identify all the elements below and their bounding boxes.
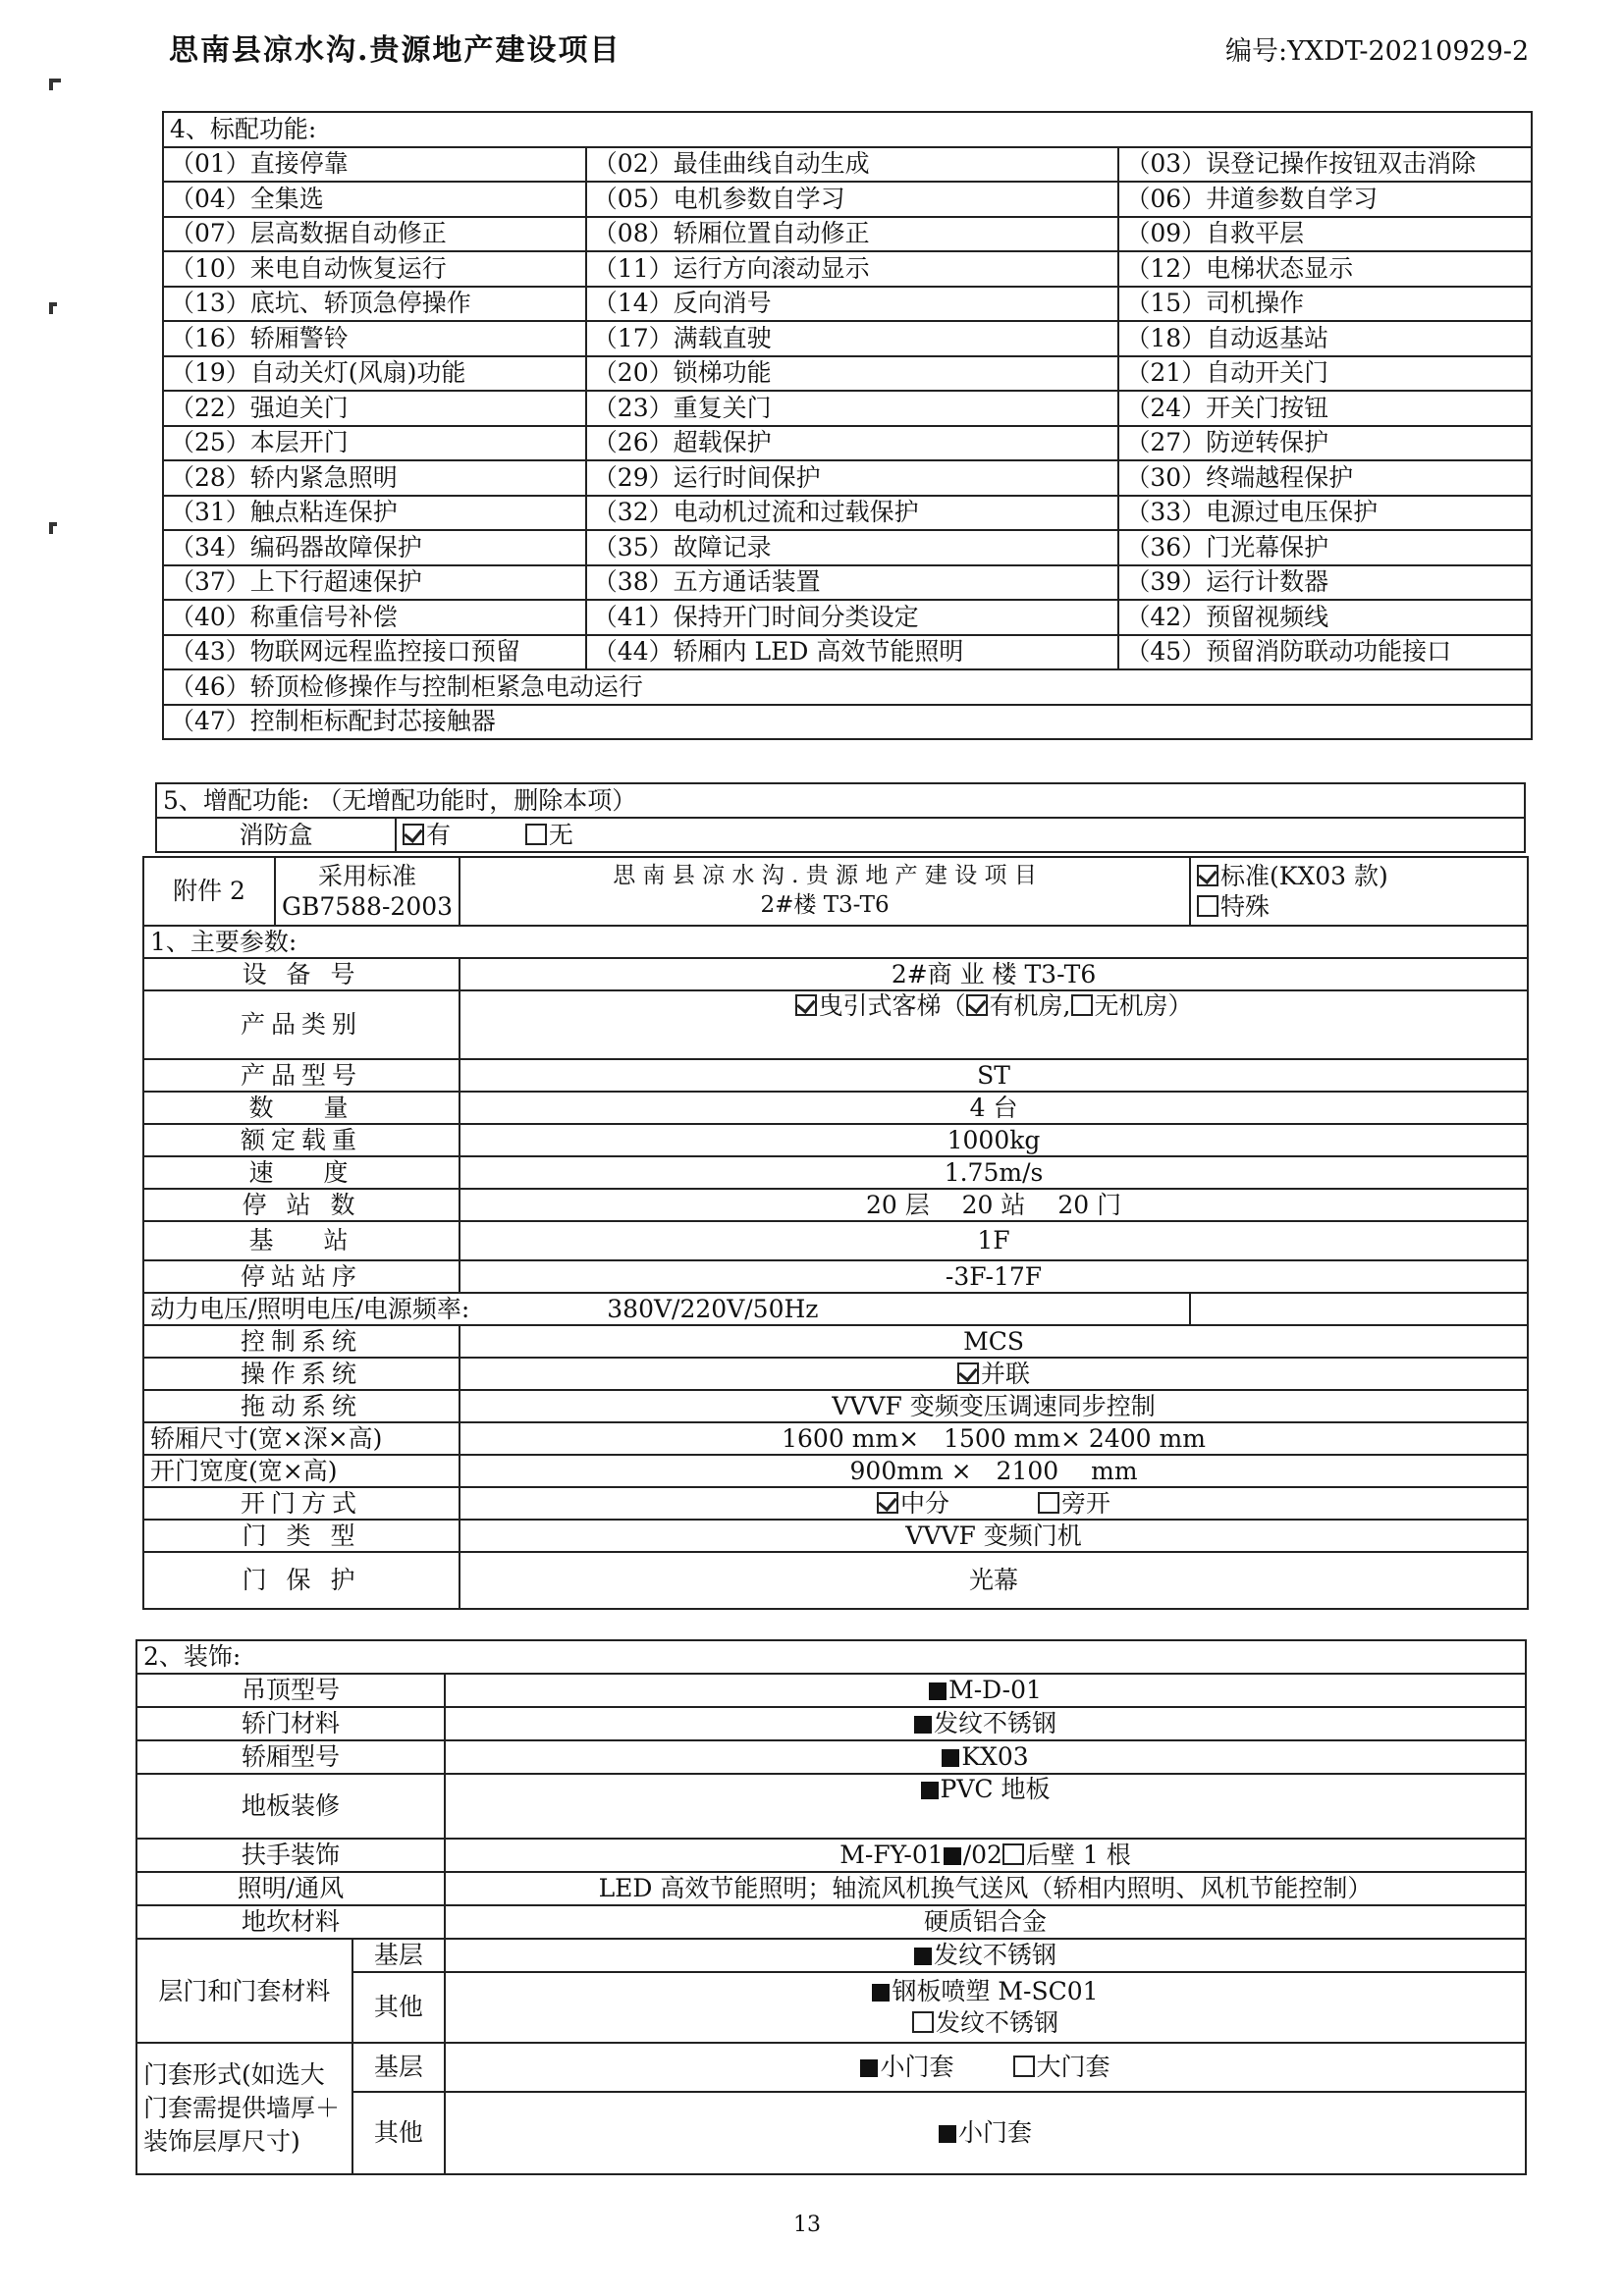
function-item: （17）满载直驶 <box>586 321 1119 356</box>
power-value: 380V/220V/50Hz <box>607 1294 819 1323</box>
decor-text: 发纹不锈钢 <box>935 2008 1058 2037</box>
section-title: 2、装饰: <box>136 1640 1526 1674</box>
function-item: （23）重复关门 <box>586 391 1119 426</box>
function-item: （05）电机参数自学习 <box>586 182 1119 217</box>
option-yes: 有 <box>426 820 452 849</box>
checkbox-checked-icon[interactable] <box>795 994 817 1016</box>
decor-text: M-D-01 <box>948 1676 1042 1704</box>
function-item: （15）司机操作 <box>1118 287 1532 322</box>
decor-value <box>445 1972 1526 2043</box>
decor-value: LED 高效节能照明；轴流风机换气送风（轿相内照明、风机节能控制） <box>445 1872 1526 1905</box>
decor-value <box>445 1707 1526 1740</box>
type-options <box>1190 857 1528 926</box>
project-header: 思南县凉水沟.贵源地产建设项目 <box>169 33 622 68</box>
operation-value: 并联 <box>981 1359 1031 1388</box>
param-label: 数 量 <box>143 1092 460 1124</box>
decor-value <box>445 2043 1526 2092</box>
decor-value <box>445 1939 1526 1972</box>
param-value: 2#商 业 楼 T3-T6 <box>460 958 1528 990</box>
floor-label: 基层 <box>352 2043 445 2092</box>
checkbox-empty-icon[interactable] <box>912 2011 934 2033</box>
category-text: 有机房, <box>989 991 1071 1020</box>
page-number: 13 <box>793 2213 821 2237</box>
scan-mark <box>49 79 61 82</box>
project-name: 思 南 县 凉 水 沟 . 贵 源 地 产 建 设 项 目 <box>613 863 1037 889</box>
checkbox-empty-icon[interactable] <box>1013 2056 1035 2077</box>
option-special: 特殊 <box>1220 892 1271 921</box>
function-item: （37）上下行超速保护 <box>163 565 586 601</box>
decor-value <box>445 1674 1526 1707</box>
function-item: （44）轿厢内 LED 高效节能照明 <box>586 635 1119 670</box>
checkbox-checked-icon[interactable] <box>1197 865 1218 886</box>
floor-label: 基层 <box>352 1939 445 1972</box>
empty-cell <box>1190 1293 1528 1325</box>
function-item: （01）直接停靠 <box>163 147 586 183</box>
fire-box-label: 消防盒 <box>156 818 396 852</box>
function-item: （25）本层开门 <box>163 426 586 461</box>
function-item: （22）强迫关门 <box>163 391 586 426</box>
decor-text: 发纹不锈钢 <box>933 1941 1056 1969</box>
checkbox-empty-icon[interactable] <box>1197 895 1218 917</box>
floor-label: 其他 <box>352 2092 445 2174</box>
param-label: 开门宽度(宽×高) <box>143 1455 460 1487</box>
function-item: （06）井道参数自学习 <box>1118 182 1532 217</box>
category-text: 曳引式客梯（ <box>818 991 966 1020</box>
checkbox-checked-icon[interactable] <box>966 994 988 1016</box>
scan-mark <box>49 302 57 306</box>
param-value: 光幕 <box>460 1552 1528 1609</box>
param-label: 开门方式 <box>143 1487 460 1520</box>
filled-square-icon <box>921 1782 939 1799</box>
param-label: 产品类别 <box>143 990 460 1059</box>
decor-value: 硬质铝合金 <box>445 1905 1526 1939</box>
function-item: （33）电源过电压保护 <box>1118 496 1532 531</box>
decor-text: 小门套 <box>957 2118 1032 2147</box>
function-item: （45）预留消防联动功能接口 <box>1118 635 1532 670</box>
function-item: （19）自动关灯(风扇)功能 <box>163 356 586 392</box>
function-item: （18）自动返基站 <box>1118 321 1532 356</box>
param-label: 停站站序 <box>143 1260 460 1293</box>
param-value: 1F <box>460 1221 1528 1260</box>
scan-mark <box>49 522 57 526</box>
param-value: 4 台 <box>460 1092 1528 1124</box>
function-item: （43）物联网远程监控接口预留 <box>163 635 586 670</box>
decor-value <box>445 1740 1526 1774</box>
option-standard: 标准(KX03 款) <box>1220 861 1388 890</box>
function-item: （39）运行计数器 <box>1118 565 1532 601</box>
function-item: （42）预留视频线 <box>1118 600 1532 635</box>
function-item: （13）底坑、轿顶急停操作 <box>163 287 586 322</box>
filled-square-icon <box>872 1984 890 2002</box>
filled-square-icon <box>914 1716 932 1734</box>
param-label: 操作系统 <box>143 1358 460 1390</box>
param-label: 额定载重 <box>143 1124 460 1156</box>
param-value: 1000kg <box>460 1124 1528 1156</box>
document-code: 编号:YXDT-20210929-2 <box>1225 36 1530 67</box>
param-value <box>460 1487 1528 1520</box>
function-item: （24）开关门按钮 <box>1118 391 1532 426</box>
param-label <box>143 1293 1190 1325</box>
param-label: 速 度 <box>143 1156 460 1189</box>
param-label: 停 站 数 <box>143 1189 460 1221</box>
function-item: （03）误登记操作按钮双击消除 <box>1118 147 1532 183</box>
checkbox-empty-icon[interactable] <box>1038 1492 1059 1514</box>
filled-square-icon <box>929 1682 947 1700</box>
checkbox-empty-icon[interactable] <box>525 824 547 845</box>
decor-text: 钢板喷塑 M-SC01 <box>892 1976 1099 2005</box>
function-item: （12）电梯状态显示 <box>1118 251 1532 287</box>
decor-label: 吊顶型号 <box>136 1674 445 1707</box>
decor-text: PVC 地板 <box>940 1775 1051 1803</box>
function-item: （16）轿厢警铃 <box>163 321 586 356</box>
decor-label: 地坎材料 <box>136 1905 445 1939</box>
param-label: 产品型号 <box>143 1059 460 1092</box>
optional-functions-table <box>155 782 1526 853</box>
checkbox-checked-icon[interactable] <box>877 1492 898 1514</box>
function-item: （04）全集选 <box>163 182 586 217</box>
decor-label: 地板装修 <box>136 1774 445 1839</box>
function-item: （11）运行方向滚动显示 <box>586 251 1119 287</box>
param-label: 门 类 型 <box>143 1520 460 1552</box>
project-cell <box>460 857 1190 926</box>
decor-text: 大门套 <box>1036 2053 1110 2081</box>
function-item: （14）反向消号 <box>586 287 1119 322</box>
section-title: 1、主要参数: <box>143 926 1528 958</box>
decor-label: 扶手装饰 <box>136 1839 445 1872</box>
function-item: （47）控制柜标配封芯接触器 <box>163 705 1532 740</box>
floor-label: 其他 <box>352 1972 445 2043</box>
param-value <box>460 1358 1528 1390</box>
filled-square-icon <box>942 1749 959 1767</box>
decor-value <box>445 1839 1526 1872</box>
decor-text: 后壁 1 根 <box>1025 1841 1131 1869</box>
function-item: （35）故障记录 <box>586 530 1119 565</box>
param-value: VVVF 变频门机 <box>460 1520 1528 1552</box>
project-building: 2#楼 T3-T6 <box>760 892 890 918</box>
decor-label: 轿门材料 <box>136 1707 445 1740</box>
param-value: MCS <box>460 1325 1528 1358</box>
param-label: 轿厢尺寸(宽×深×高) <box>143 1422 460 1455</box>
function-item: （09）自救平层 <box>1118 217 1532 252</box>
decor-label: 层门和门套材料 <box>136 1939 352 2043</box>
function-item: （41）保持开门时间分类设定 <box>586 600 1119 635</box>
main-parameters-table <box>142 856 1529 1610</box>
param-value: VVVF 变频变压调速同步控制 <box>460 1390 1528 1422</box>
decor-label: 照明/通风 <box>136 1872 445 1905</box>
decor-text: 发纹不锈钢 <box>933 1709 1056 1737</box>
checkbox-empty-icon[interactable] <box>1002 1843 1024 1865</box>
param-label: 门 保 护 <box>143 1552 460 1609</box>
param-label: 设 备 号 <box>143 958 460 990</box>
param-value: 20 层 20 站 20 门 <box>460 1189 1528 1221</box>
function-item: （29）运行时间保护 <box>586 460 1119 496</box>
standard-value: GB7588-2003 <box>282 892 454 921</box>
decor-label: 门套形式(如选大门套需提供墙厚＋装饰层厚尺寸) <box>136 2043 352 2174</box>
standard-functions-table <box>162 111 1533 740</box>
param-value: -3F-17F <box>460 1260 1528 1293</box>
function-item: （31）触点粘连保护 <box>163 496 586 531</box>
section-title: 4、标配功能: <box>163 112 1532 147</box>
decor-label: 轿厢型号 <box>136 1740 445 1774</box>
param-value: 1600 mm× 1500 mm× 2400 mm <box>460 1422 1528 1455</box>
decoration-table <box>135 1639 1527 2175</box>
function-item: （26）超载保护 <box>586 426 1119 461</box>
param-value <box>460 990 1528 1059</box>
filled-square-icon <box>939 2125 956 2143</box>
filled-square-icon <box>944 1847 961 1865</box>
function-item: （34）编码器故障保护 <box>163 530 586 565</box>
checkbox-checked-icon[interactable] <box>403 824 424 845</box>
decor-text: M-FY-01 <box>839 1841 944 1869</box>
function-item: （21）自动开关门 <box>1118 356 1532 392</box>
function-item: （28）轿内紧急照明 <box>163 460 586 496</box>
function-item: （36）门光幕保护 <box>1118 530 1532 565</box>
power-label: 动力电压/照明电压/电源频率: <box>150 1294 470 1323</box>
function-item: （46）轿顶检修操作与控制柜紧急电动运行 <box>163 669 1532 705</box>
option-no: 无 <box>548 820 573 849</box>
param-label: 控制系统 <box>143 1325 460 1358</box>
function-item: （38）五方通话装置 <box>586 565 1119 601</box>
decor-text: /02 <box>962 1841 1002 1869</box>
decor-value <box>445 2092 1526 2174</box>
decor-text: KX03 <box>961 1742 1029 1771</box>
function-item: （32）电动机过流和过载保护 <box>586 496 1119 531</box>
function-item: （08）轿厢位置自动修正 <box>586 217 1119 252</box>
function-item: （40）称重信号补偿 <box>163 600 586 635</box>
category-text: 无机房） <box>1094 991 1193 1020</box>
standard-title: 采用标准 <box>318 861 417 890</box>
function-item: （20）锁梯功能 <box>586 356 1119 392</box>
filled-square-icon <box>914 1948 932 1965</box>
filled-square-icon <box>860 2059 878 2077</box>
fire-box-options <box>396 818 1525 852</box>
param-value: 900mm × 2100 mm <box>460 1455 1528 1487</box>
param-label: 拖动系统 <box>143 1390 460 1422</box>
attachment-label: 附件 2 <box>143 857 275 926</box>
decor-text: 小门套 <box>880 2053 954 2081</box>
open-center: 中分 <box>900 1488 950 1518</box>
section-title: 5、增配功能: （无增配功能时，删除本项） <box>156 783 1525 818</box>
param-value: ST <box>460 1059 1528 1092</box>
param-label: 基 站 <box>143 1221 460 1260</box>
checkbox-checked-icon[interactable] <box>957 1362 979 1384</box>
param-value: 1.75m/s <box>460 1156 1528 1189</box>
function-item: （07）层高数据自动修正 <box>163 217 586 252</box>
function-item: （30）终端越程保护 <box>1118 460 1532 496</box>
decor-value <box>445 1774 1526 1839</box>
function-item: （02）最佳曲线自动生成 <box>586 147 1119 183</box>
standard-cell <box>275 857 460 926</box>
checkbox-empty-icon[interactable] <box>1071 994 1093 1016</box>
function-item: （10）来电自动恢复运行 <box>163 251 586 287</box>
function-item: （27）防逆转保护 <box>1118 426 1532 461</box>
open-side: 旁开 <box>1061 1488 1111 1518</box>
